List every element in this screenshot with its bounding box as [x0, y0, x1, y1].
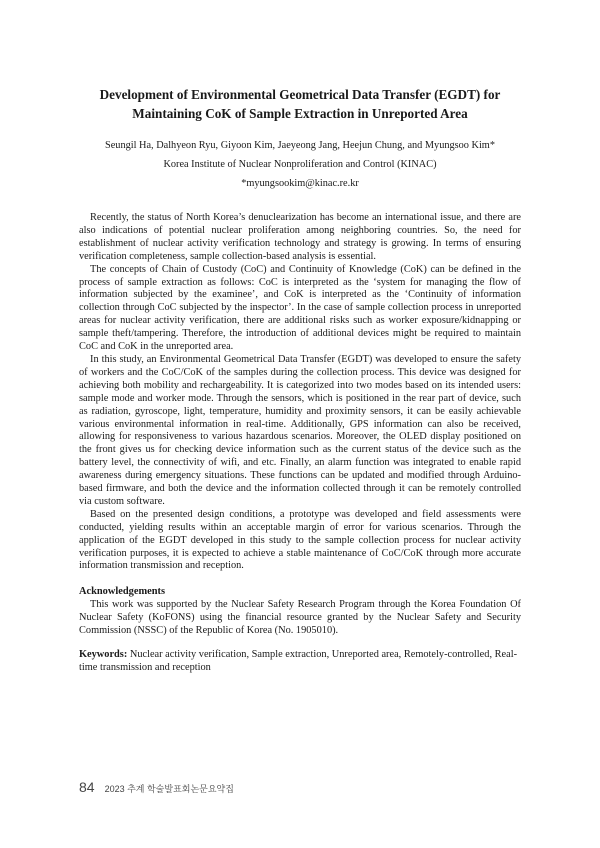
page-number: 84 — [79, 779, 95, 795]
acknowledgements-section — [79, 598, 521, 637]
proceedings-title: 2023 추계 학술발표회논문요약집 — [104, 784, 234, 794]
title-line-1: Development of Environmental Geometrical Data Transfer (EGDT) for — [99, 87, 501, 102]
corresponding-email: *myungsookim@kinac.re.kr — [241, 178, 359, 189]
body-paragraph: Based on the presented design conditions, a prototype was developed and field assessments were conducted, yielding results within an acceptable margin of error for various scenarios. Through the application of the EGDT developed in this study to the sample collection process for nuclear activity verification purposes, it is expected to achieve a stable maintenance of CoC/CoK through more accurate information transmission and reception. — [79, 508, 521, 572]
title-line-2: Maintaining CoK of Sample Extraction in Unreported Area — [132, 106, 468, 121]
body-paragraph: Recently, the status of North Korea’s denuclearization has become an international issue, and there are also indications of potential nuclear proliferation among neighboring countries. So, the need for establishment of nuclear activity verification technology and strategy is growing. In terms of ensuring verification completeness, sample collection-based analysis is essential. — [79, 212, 521, 262]
author-list: Seungil Ha, Dalhyeon Ryu, Giyoon Kim, Jaeyeong Jang, Heejun Chung, and Myungsoo Kim* — [105, 140, 495, 151]
paper-title — [60, 85, 540, 123]
acknowledgements-heading: Acknowledgements — [79, 586, 166, 597]
keywords-label: Keywords: — [79, 649, 128, 660]
keywords-text: Nuclear activity verification, Sample extraction, Unreported area, Remotely-controlled, Real-time transmission and reception — [79, 649, 518, 673]
keywords-section — [79, 648, 521, 674]
abstract-body — [79, 212, 521, 573]
body-paragraph: The concepts of Chain of Custody (CoC) and Continuity of Knowledge (CoK) can be defined in the process of sample extraction as follows: CoC is interpreted as the ‘system for managing the flow of information subjected by the examinee’, and CoK is interpreted as the ‘Continuity of information collection through CoC subjected by the inspector’. In the case of sample collection process in unreported areas for nuclear activity verification, there are additional risks such as worker exposure/kidnapping or sample theft/tampering. Therefore, the introduction of additional devices might be required to maintain CoC and CoK in the unreported area. — [79, 263, 521, 353]
acknowledgements-text: This work was supported by the Nuclear Safety Research Program through the Korea Foundation Of Nuclear Safety (KoFONS) using the financial resource granted by the Nuclear Safety and Security Commission (NSSC) of the Republic of Korea (No. 1905010). — [79, 599, 521, 636]
affiliation: Korea Institute of Nuclear Nonproliferation and Control (KINAC) — [163, 159, 437, 170]
body-paragraph: In this study, an Environmental Geometrical Data Transfer (EGDT) was developed to ensure the safety of workers and the CoC/CoK of the samples during the collection process. This device was designed for achieving both mobility and rechargeability. It is categorized into two modes based on its intended users: sample mode and worker mode. Through the sensors, which is positioned in the rear part of device, such as radiation, gyroscope, light, temperature, humidity and proximity sensors, it can be easily achievable various environmental information in real-time. Additionally, GPS information can also be received, allowing for responsiveness to various hazardous scenarios. Moreover, the OLED display positioned on the front gives us for checking device information such as the current status of the device such as the battery level, the connectivity of wifi, and etc. Finally, an alarm function was integrated to enable rapid awareness during emergency situations. These functions can be updated and modified through Arduino-based firmware, and both the device and the information collected through it can be remotely controlled via custom software. — [79, 353, 521, 507]
page-footer — [79, 779, 234, 795]
